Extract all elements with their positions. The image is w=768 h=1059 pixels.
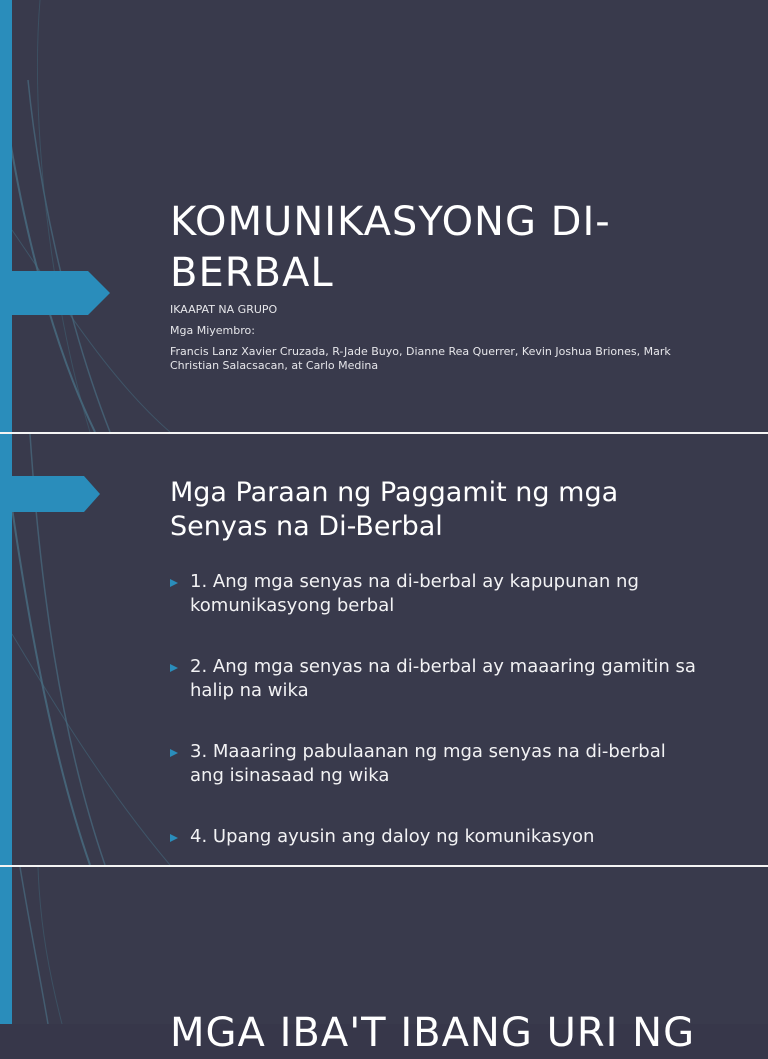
accent-bar <box>0 0 12 432</box>
bullet-text-line-1: 3. Maaaring pabulaanan ng mga senyas na di-berbal <box>190 741 666 762</box>
list-item <box>170 655 730 703</box>
members-line-1: Francis Lanz Xavier Cruzada, R-Jade Buyo, Dianne Rea Querrer, Kevin Joshua Briones, Mark <box>170 345 671 358</box>
group-name: IKAAPAT NA GRUPO <box>170 303 278 316</box>
bullet-text-line-2: ang isinasaad ng wika <box>190 765 390 786</box>
members-label: Mga Miyembro: <box>170 324 255 337</box>
bullet-arrow-icon <box>170 749 178 757</box>
bullet-text-line-1: 2. Ang mga senyas na di-berbal ay maaaring gamitin sa <box>190 656 696 677</box>
bullet-text-line-2: halip na wika <box>190 680 309 701</box>
bullet-arrow-icon <box>170 834 178 842</box>
slide-title: KOMUNIKASYONG DI-BERBAL <box>170 199 611 296</box>
bullet-text-line-2: komunikasyong berbal <box>190 595 395 616</box>
bullet-text-line-1: 4. Upang ayusin ang daloy ng komunikasyon <box>190 826 595 847</box>
slide-3-title: MGA IBA'T IBANG URI NG <box>170 1010 696 1056</box>
bullet-arrow-icon <box>170 664 178 672</box>
slide-3 <box>0 867 768 1024</box>
pentagon-arrow-icon <box>0 476 100 512</box>
accent-bar <box>0 867 12 1024</box>
decorative-curves <box>0 867 768 1024</box>
bullet-list <box>170 570 730 849</box>
bullet-text-line-1: 1. Ang mga senyas na di-berbal ay kapupunan ng <box>190 571 639 592</box>
bullet-arrow-icon <box>170 579 178 587</box>
title-line-1: Mga Paraan ng Paggamit ng mga <box>170 477 619 508</box>
list-item <box>170 825 730 849</box>
list-item <box>170 570 730 618</box>
members-line-2: Christian Salacsacan, at Carlo Medina <box>170 359 379 372</box>
list-item <box>170 740 730 788</box>
title-line-2: Senyas na Di-Berbal <box>170 511 443 542</box>
slide-2-title <box>170 476 730 544</box>
pentagon-arrow-icon <box>0 271 110 315</box>
slide-1 <box>0 0 768 432</box>
